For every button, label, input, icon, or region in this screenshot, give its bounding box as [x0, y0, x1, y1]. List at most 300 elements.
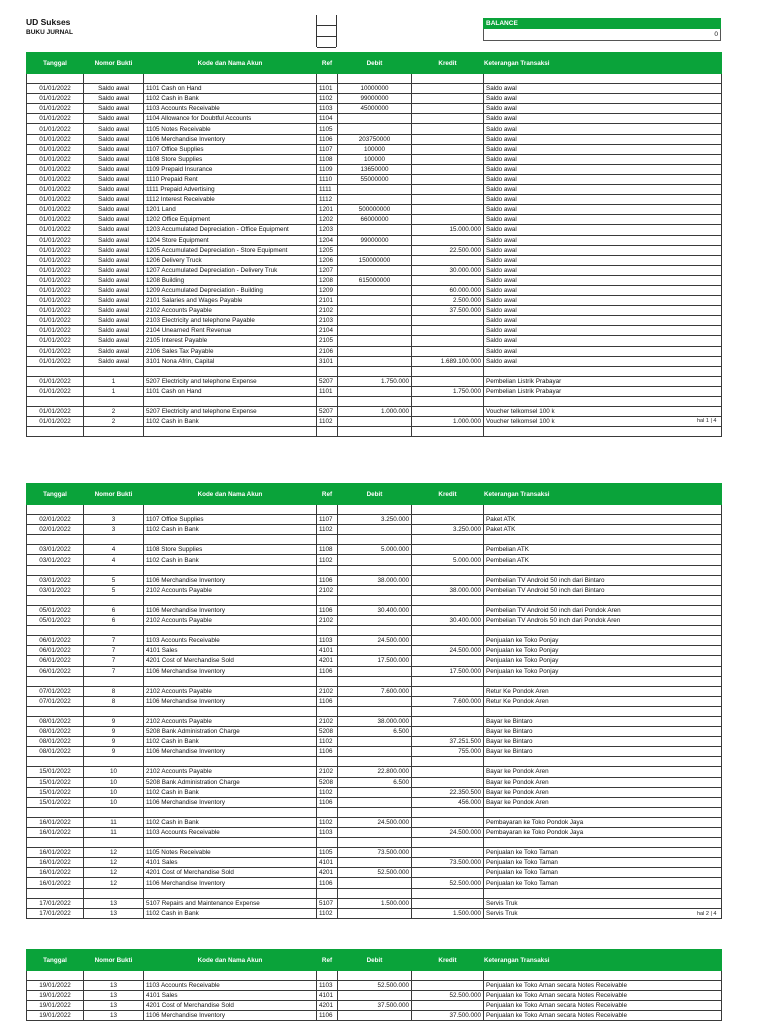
voucher-cell[interactable]: 9	[84, 716, 144, 726]
account-cell[interactable]: 5107 Repairs and Maintenance Expense	[144, 898, 317, 908]
debit-cell[interactable]: 22.800.000	[338, 767, 412, 777]
description-cell[interactable]	[484, 676, 722, 686]
date-cell[interactable]: 06/01/2022	[27, 666, 84, 676]
ref-cell[interactable]	[317, 676, 338, 686]
voucher-cell[interactable]: 4	[84, 555, 144, 565]
voucher-cell[interactable]: 7	[84, 656, 144, 666]
ref-cell[interactable]: 1104	[317, 114, 338, 124]
voucher-cell[interactable]: 7	[84, 646, 144, 656]
date-cell[interactable]: 17/01/2022	[27, 908, 84, 918]
credit-cell[interactable]	[412, 888, 484, 898]
account-cell[interactable]: 4201 Cost of Merchandise Sold	[144, 656, 317, 666]
date-cell[interactable]: 15/01/2022	[27, 777, 84, 787]
date-cell[interactable]: 16/01/2022	[27, 848, 84, 858]
debit-cell[interactable]	[338, 828, 412, 838]
empty-cell[interactable]	[27, 505, 84, 515]
description-cell[interactable]: Saldo awal	[484, 306, 722, 316]
debit-cell[interactable]: 55000000	[338, 174, 412, 184]
ref-cell[interactable]: 1102	[317, 94, 338, 104]
date-cell[interactable]: 15/01/2022	[27, 797, 84, 807]
debit-cell[interactable]	[338, 696, 412, 706]
voucher-cell[interactable]	[84, 838, 144, 848]
credit-cell[interactable]	[412, 636, 484, 646]
account-cell[interactable]: 2102 Accounts Payable	[144, 767, 317, 777]
debit-cell[interactable]: 52.500.000	[338, 981, 412, 991]
credit-cell[interactable]	[412, 174, 484, 184]
date-cell[interactable]	[27, 706, 84, 716]
description-cell[interactable]: Penjualan ke Toko Aman secara Notes Receivable	[484, 1011, 722, 1021]
account-cell[interactable]: 1106 Merchandise Inventory	[144, 747, 317, 757]
date-cell[interactable]: 01/01/2022	[27, 417, 84, 427]
date-cell[interactable]: 15/01/2022	[27, 787, 84, 797]
debit-cell[interactable]	[338, 386, 412, 396]
account-cell[interactable]	[144, 888, 317, 898]
ref-cell[interactable]: 1105	[317, 848, 338, 858]
voucher-cell[interactable]	[84, 807, 144, 817]
description-cell[interactable]: Bayar ke Pondok Aren	[484, 787, 722, 797]
voucher-cell[interactable]: Saldo awal	[84, 296, 144, 306]
voucher-cell[interactable]: 2	[84, 417, 144, 427]
description-cell[interactable]: Penjualan ke Toko Taman	[484, 848, 722, 858]
ref-cell[interactable]: 4101	[317, 646, 338, 656]
voucher-cell[interactable]: Saldo awal	[84, 174, 144, 184]
voucher-cell[interactable]: 13	[84, 898, 144, 908]
empty-cell[interactable]	[317, 74, 338, 84]
voucher-cell[interactable]: Saldo awal	[84, 215, 144, 225]
column-header[interactable]: Tanggal	[27, 950, 84, 971]
description-cell[interactable]: Saldo awal	[484, 154, 722, 164]
credit-cell[interactable]	[412, 515, 484, 525]
description-cell[interactable]: Pembelian TV Android 50 inch dari Bintaro	[484, 585, 722, 595]
date-cell[interactable]: 01/01/2022	[27, 326, 84, 336]
date-cell[interactable]	[27, 807, 84, 817]
account-cell[interactable]	[144, 706, 317, 716]
date-cell[interactable]: 01/01/2022	[27, 114, 84, 124]
description-cell[interactable]: Bayar ke Pondok Aren	[484, 777, 722, 787]
date-cell[interactable]: 08/01/2022	[27, 716, 84, 726]
credit-cell[interactable]: 15.000.000	[412, 225, 484, 235]
account-cell[interactable]: 1106 Merchandise Inventory	[144, 575, 317, 585]
voucher-cell[interactable]: 2	[84, 407, 144, 417]
ref-cell[interactable]	[317, 971, 338, 981]
account-cell[interactable]: 1102 Cash in Bank	[144, 555, 317, 565]
ref-cell[interactable]: 2102	[317, 585, 338, 595]
credit-cell[interactable]: 52.500.000	[412, 991, 484, 1001]
date-cell[interactable]: 01/01/2022	[27, 255, 84, 265]
debit-cell[interactable]: 500000000	[338, 205, 412, 215]
credit-cell[interactable]	[412, 767, 484, 777]
debit-cell[interactable]: 7.600.000	[338, 686, 412, 696]
ref-cell[interactable]: 5208	[317, 727, 338, 737]
description-cell[interactable]: Bayar ke Bintaro	[484, 727, 722, 737]
voucher-cell[interactable]	[84, 565, 144, 575]
description-cell[interactable]: Saldo awal	[484, 255, 722, 265]
debit-cell[interactable]	[338, 565, 412, 575]
ref-cell[interactable]: 1106	[317, 1011, 338, 1021]
credit-cell[interactable]	[412, 727, 484, 737]
credit-cell[interactable]	[412, 545, 484, 555]
voucher-cell[interactable]: Saldo awal	[84, 104, 144, 114]
account-cell[interactable]: 1112 Interest Receivable	[144, 195, 317, 205]
date-cell[interactable]: 16/01/2022	[27, 868, 84, 878]
date-cell[interactable]: 17/01/2022	[27, 898, 84, 908]
voucher-cell[interactable]: Saldo awal	[84, 336, 144, 346]
debit-cell[interactable]	[338, 747, 412, 757]
ref-cell[interactable]: 1108	[317, 545, 338, 555]
ref-cell[interactable]: 4101	[317, 991, 338, 1001]
debit-cell[interactable]	[338, 787, 412, 797]
voucher-cell[interactable]: 3	[84, 525, 144, 535]
description-cell[interactable]: Saldo awal	[484, 195, 722, 205]
voucher-cell[interactable]: Saldo awal	[84, 195, 144, 205]
date-cell[interactable]: 06/01/2022	[27, 646, 84, 656]
description-cell[interactable]	[484, 535, 722, 545]
debit-cell[interactable]: 3.250.000	[338, 515, 412, 525]
credit-cell[interactable]	[412, 154, 484, 164]
date-cell[interactable]: 07/01/2022	[27, 696, 84, 706]
date-cell[interactable]: 05/01/2022	[27, 605, 84, 615]
voucher-cell[interactable]: Saldo awal	[84, 245, 144, 255]
credit-cell[interactable]: 5.000.000	[412, 555, 484, 565]
voucher-cell[interactable]: 7	[84, 636, 144, 646]
voucher-cell[interactable]	[84, 888, 144, 898]
date-cell[interactable]	[27, 888, 84, 898]
ref-cell[interactable]: 1103	[317, 104, 338, 114]
voucher-cell[interactable]: 7	[84, 666, 144, 676]
credit-cell[interactable]	[412, 427, 484, 437]
ref-cell[interactable]: 1101	[317, 386, 338, 396]
date-cell[interactable]: 19/01/2022	[27, 1001, 84, 1011]
debit-cell[interactable]	[338, 397, 412, 407]
voucher-cell[interactable]	[84, 366, 144, 376]
date-cell[interactable]	[27, 626, 84, 636]
credit-cell[interactable]: 30.000.000	[412, 265, 484, 275]
description-cell[interactable]: Penjualan ke Toko Taman	[484, 858, 722, 868]
ref-cell[interactable]: 1102	[317, 737, 338, 747]
ref-cell[interactable]: 2101	[317, 296, 338, 306]
date-cell[interactable]: 01/01/2022	[27, 265, 84, 275]
debit-cell[interactable]	[338, 706, 412, 716]
debit-cell[interactable]: 66000000	[338, 215, 412, 225]
debit-cell[interactable]: 100000	[338, 144, 412, 154]
debit-cell[interactable]	[338, 265, 412, 275]
debit-cell[interactable]	[338, 666, 412, 676]
account-cell[interactable]: 5207 Electricity and telephone Expense	[144, 407, 317, 417]
credit-cell[interactable]: 37.500.000	[412, 1011, 484, 1021]
date-cell[interactable]: 03/01/2022	[27, 555, 84, 565]
date-cell[interactable]: 16/01/2022	[27, 878, 84, 888]
date-cell[interactable]	[27, 427, 84, 437]
voucher-cell[interactable]: 11	[84, 828, 144, 838]
ref-cell[interactable]: 1106	[317, 878, 338, 888]
ref-cell[interactable]: 1107	[317, 515, 338, 525]
account-cell[interactable]: 1109 Prepaid Insurance	[144, 164, 317, 174]
column-header[interactable]: Keterangan Transaksi	[484, 53, 722, 74]
ref-cell[interactable]: 1106	[317, 575, 338, 585]
debit-cell[interactable]: 1.750.000	[338, 376, 412, 386]
voucher-cell[interactable]: 10	[84, 767, 144, 777]
credit-cell[interactable]	[412, 316, 484, 326]
date-cell[interactable]: 08/01/2022	[27, 727, 84, 737]
voucher-cell[interactable]: Saldo awal	[84, 84, 144, 94]
voucher-cell[interactable]: 12	[84, 878, 144, 888]
credit-cell[interactable]: 1.000.000	[412, 417, 484, 427]
voucher-cell[interactable]: Saldo awal	[84, 255, 144, 265]
column-header[interactable]: Keterangan Transaksi	[484, 484, 722, 505]
debit-cell[interactable]: 17.500.000	[338, 656, 412, 666]
description-cell[interactable]: Pembayaran ke Toko Pondok Jaya	[484, 817, 722, 827]
description-cell[interactable]: Penjualan ke Toko Ponjay	[484, 646, 722, 656]
ref-cell[interactable]: 5107	[317, 898, 338, 908]
empty-cell[interactable]	[317, 505, 338, 515]
voucher-cell[interactable]	[84, 397, 144, 407]
ref-cell[interactable]: 1209	[317, 285, 338, 295]
ref-cell[interactable]: 4201	[317, 656, 338, 666]
account-cell[interactable]: 5208 Bank Administration Charge	[144, 727, 317, 737]
description-cell[interactable]	[484, 838, 722, 848]
description-cell[interactable]: Pembelian TV Android 50 inch dari Pondok Aren	[484, 605, 722, 615]
voucher-cell[interactable]: Saldo awal	[84, 316, 144, 326]
debit-cell[interactable]	[338, 838, 412, 848]
date-cell[interactable]: 03/01/2022	[27, 545, 84, 555]
debit-cell[interactable]: 150000000	[338, 255, 412, 265]
date-cell[interactable]: 19/01/2022	[27, 1011, 84, 1021]
ref-cell[interactable]: 5207	[317, 376, 338, 386]
debit-cell[interactable]	[338, 296, 412, 306]
description-cell[interactable]	[484, 565, 722, 575]
date-cell[interactable]: 02/01/2022	[27, 525, 84, 535]
date-cell[interactable]: 01/01/2022	[27, 205, 84, 215]
description-cell[interactable]: Penjualan ke Toko Ponjay	[484, 636, 722, 646]
debit-cell[interactable]: 100000	[338, 154, 412, 164]
date-cell[interactable]: 03/01/2022	[27, 585, 84, 595]
debit-cell[interactable]	[338, 908, 412, 918]
credit-cell[interactable]: 22.500.000	[412, 245, 484, 255]
ref-cell[interactable]: 1107	[317, 144, 338, 154]
debit-cell[interactable]	[338, 124, 412, 134]
description-cell[interactable]: Saldo awal	[484, 164, 722, 174]
debit-cell[interactable]	[338, 585, 412, 595]
debit-cell[interactable]: 10000000	[338, 84, 412, 94]
date-cell[interactable]: 01/01/2022	[27, 245, 84, 255]
account-cell[interactable]: 1106 Merchandise Inventory	[144, 134, 317, 144]
account-cell[interactable]: 1105 Notes Receivable	[144, 848, 317, 858]
voucher-cell[interactable]: 12	[84, 848, 144, 858]
description-cell[interactable]: Pembelian ATK	[484, 555, 722, 565]
voucher-cell[interactable]: 10	[84, 787, 144, 797]
voucher-cell[interactable]: Saldo awal	[84, 144, 144, 154]
description-cell[interactable]	[484, 366, 722, 376]
date-cell[interactable]: 01/01/2022	[27, 94, 84, 104]
date-cell[interactable]: 01/01/2022	[27, 356, 84, 366]
description-cell[interactable]: Pembelian TV Androis 50 inch dari Pondok Aren	[484, 616, 722, 626]
credit-cell[interactable]: 755.000	[412, 747, 484, 757]
voucher-cell[interactable]: 10	[84, 797, 144, 807]
debit-cell[interactable]	[338, 326, 412, 336]
voucher-cell[interactable]	[84, 626, 144, 636]
debit-cell[interactable]	[338, 991, 412, 1001]
empty-cell[interactable]	[27, 74, 84, 84]
date-cell[interactable]: 01/01/2022	[27, 235, 84, 245]
date-cell[interactable]: 01/01/2022	[27, 84, 84, 94]
account-cell[interactable]: 1103 Accounts Receivable	[144, 981, 317, 991]
description-cell[interactable]: Saldo awal	[484, 215, 722, 225]
date-cell[interactable]: 15/01/2022	[27, 767, 84, 777]
credit-cell[interactable]	[412, 981, 484, 991]
credit-cell[interactable]	[412, 255, 484, 265]
debit-cell[interactable]: 38.000.000	[338, 575, 412, 585]
description-cell[interactable]: Bayar ke Bintaro	[484, 737, 722, 747]
date-cell[interactable]: 06/01/2022	[27, 656, 84, 666]
column-header[interactable]: Tanggal	[27, 484, 84, 505]
credit-cell[interactable]: 456.000	[412, 797, 484, 807]
description-cell[interactable]: Saldo awal	[484, 356, 722, 366]
ref-cell[interactable]: 4201	[317, 868, 338, 878]
empty-cell[interactable]	[412, 505, 484, 515]
debit-cell[interactable]	[338, 971, 412, 981]
ref-cell[interactable]: 1103	[317, 828, 338, 838]
description-cell[interactable]: Servis Truk	[484, 908, 722, 918]
description-cell[interactable]	[484, 807, 722, 817]
voucher-cell[interactable]: Saldo awal	[84, 225, 144, 235]
credit-cell[interactable]	[412, 124, 484, 134]
description-cell[interactable]: Pembelian ATK	[484, 545, 722, 555]
description-cell[interactable]: Bayar ke Bintaro	[484, 716, 722, 726]
account-cell[interactable]: 4101 Sales	[144, 858, 317, 868]
description-cell[interactable]	[484, 397, 722, 407]
date-cell[interactable]: 05/01/2022	[27, 616, 84, 626]
ref-cell[interactable]: 1101	[317, 84, 338, 94]
empty-cell[interactable]	[84, 74, 144, 84]
voucher-cell[interactable]: 8	[84, 686, 144, 696]
credit-cell[interactable]	[412, 397, 484, 407]
credit-cell[interactable]	[412, 215, 484, 225]
date-cell[interactable]	[27, 971, 84, 981]
date-cell[interactable]: 01/01/2022	[27, 144, 84, 154]
balance-value[interactable]: 0	[483, 29, 721, 41]
ref-cell[interactable]	[317, 535, 338, 545]
account-cell[interactable]: 2102 Accounts Payable	[144, 716, 317, 726]
account-cell[interactable]	[144, 807, 317, 817]
description-cell[interactable]: Saldo awal	[484, 174, 722, 184]
date-cell[interactable]: 01/01/2022	[27, 104, 84, 114]
ref-cell[interactable]: 4201	[317, 1001, 338, 1011]
description-cell[interactable]: Saldo awal	[484, 225, 722, 235]
voucher-cell[interactable]: Saldo awal	[84, 185, 144, 195]
date-cell[interactable]: 01/01/2022	[27, 386, 84, 396]
debit-cell[interactable]	[338, 316, 412, 326]
voucher-cell[interactable]: Saldo awal	[84, 124, 144, 134]
account-cell[interactable]: 1101 Cash on Hand	[144, 386, 317, 396]
credit-cell[interactable]	[412, 686, 484, 696]
credit-cell[interactable]	[412, 565, 484, 575]
debit-cell[interactable]	[338, 797, 412, 807]
date-cell[interactable]: 01/01/2022	[27, 164, 84, 174]
date-cell[interactable]	[27, 397, 84, 407]
credit-cell[interactable]	[412, 535, 484, 545]
account-cell[interactable]	[144, 535, 317, 545]
account-cell[interactable]: 1206 Delivery Truck	[144, 255, 317, 265]
debit-cell[interactable]	[338, 245, 412, 255]
voucher-cell[interactable]	[84, 676, 144, 686]
credit-cell[interactable]	[412, 971, 484, 981]
account-cell[interactable]: 1202 Office Equipment	[144, 215, 317, 225]
ref-cell[interactable]: 1109	[317, 164, 338, 174]
account-cell[interactable]: 2101 Salaries and Wages Payable	[144, 296, 317, 306]
credit-cell[interactable]	[412, 275, 484, 285]
account-cell[interactable]: 2104 Unearned Rent Revenue	[144, 326, 317, 336]
credit-cell[interactable]: 1.500.000	[412, 908, 484, 918]
ref-cell[interactable]: 1102	[317, 525, 338, 535]
credit-cell[interactable]	[412, 134, 484, 144]
ref-cell[interactable]: 1102	[317, 817, 338, 827]
description-cell[interactable]: Saldo awal	[484, 245, 722, 255]
description-cell[interactable]: Saldo awal	[484, 326, 722, 336]
account-cell[interactable]: 2102 Accounts Payable	[144, 585, 317, 595]
description-cell[interactable]: Penjualan ke Toko Taman	[484, 868, 722, 878]
date-cell[interactable]: 01/01/2022	[27, 195, 84, 205]
credit-cell[interactable]	[412, 838, 484, 848]
description-cell[interactable]	[484, 757, 722, 767]
debit-cell[interactable]: 615000000	[338, 275, 412, 285]
debit-cell[interactable]	[338, 195, 412, 205]
debit-cell[interactable]: 203750000	[338, 134, 412, 144]
credit-cell[interactable]	[412, 575, 484, 585]
ref-cell[interactable]: 4101	[317, 858, 338, 868]
ref-cell[interactable]: 1206	[317, 255, 338, 265]
account-cell[interactable]	[144, 757, 317, 767]
credit-cell[interactable]	[412, 777, 484, 787]
date-cell[interactable]: 01/01/2022	[27, 296, 84, 306]
voucher-cell[interactable]: 1	[84, 376, 144, 386]
date-cell[interactable]: 01/01/2022	[27, 275, 84, 285]
ref-cell[interactable]: 1111	[317, 185, 338, 195]
description-cell[interactable]: Penjualan ke Toko Ponjay	[484, 656, 722, 666]
debit-cell[interactable]	[338, 888, 412, 898]
date-cell[interactable]: 01/01/2022	[27, 346, 84, 356]
account-cell[interactable]	[144, 676, 317, 686]
debit-cell[interactable]: 45000000	[338, 104, 412, 114]
voucher-cell[interactable]: 13	[84, 1001, 144, 1011]
date-cell[interactable]: 01/01/2022	[27, 174, 84, 184]
credit-cell[interactable]	[412, 114, 484, 124]
date-cell[interactable]	[27, 366, 84, 376]
voucher-cell[interactable]: 13	[84, 908, 144, 918]
credit-cell[interactable]	[412, 235, 484, 245]
debit-cell[interactable]: 1.000.000	[338, 407, 412, 417]
ref-cell[interactable]	[317, 757, 338, 767]
description-cell[interactable]: Retur Ke Pondok Aren	[484, 696, 722, 706]
description-cell[interactable]	[484, 427, 722, 437]
account-cell[interactable]: 4101 Sales	[144, 646, 317, 656]
date-cell[interactable]: 01/01/2022	[27, 225, 84, 235]
column-header[interactable]: Ref	[317, 484, 338, 505]
ref-cell[interactable]: 2105	[317, 336, 338, 346]
account-cell[interactable]	[144, 838, 317, 848]
column-header[interactable]: Kredit	[412, 484, 484, 505]
voucher-cell[interactable]: Saldo awal	[84, 114, 144, 124]
voucher-cell[interactable]: Saldo awal	[84, 134, 144, 144]
ref-cell[interactable]: 1203	[317, 225, 338, 235]
account-cell[interactable]: 5207 Electricity and telephone Expense	[144, 376, 317, 386]
column-header[interactable]: Debit	[338, 53, 412, 74]
description-cell[interactable]: Saldo awal	[484, 316, 722, 326]
ref-cell[interactable]: 1110	[317, 174, 338, 184]
account-cell[interactable]: 4101 Sales	[144, 991, 317, 1001]
date-cell[interactable]	[27, 565, 84, 575]
ref-cell[interactable]: 1102	[317, 417, 338, 427]
date-cell[interactable]: 01/01/2022	[27, 376, 84, 386]
